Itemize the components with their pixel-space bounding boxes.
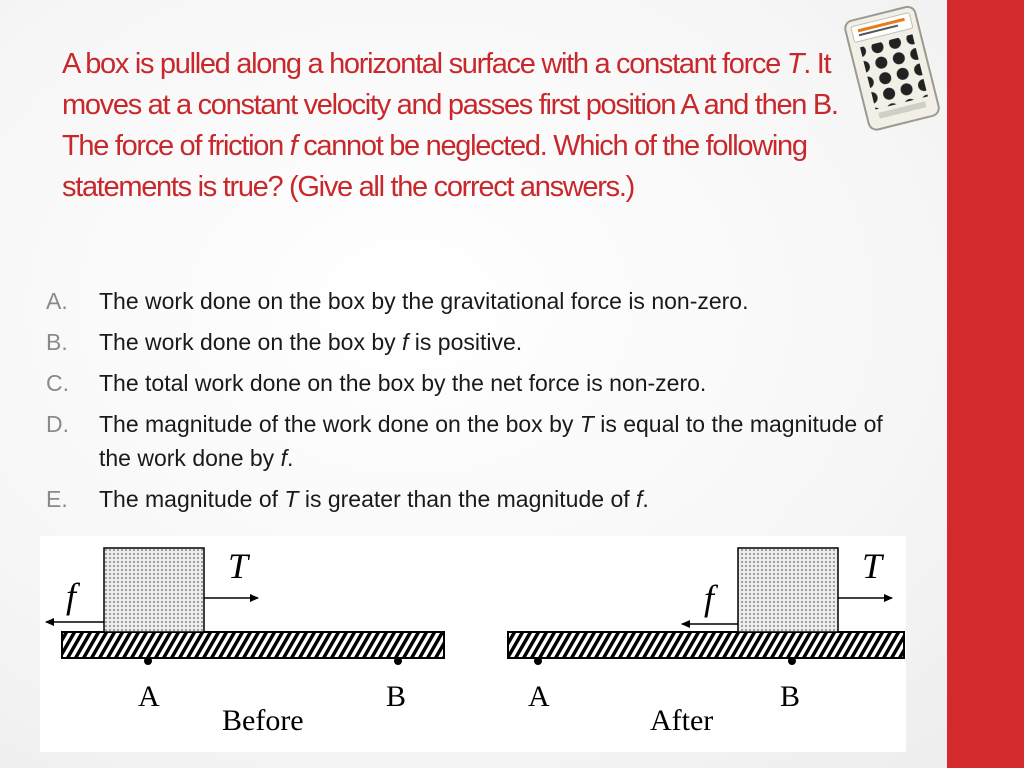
answer-option-b[interactable]: [46, 325, 926, 359]
label-A: A: [138, 680, 160, 713]
label-A: A: [528, 680, 550, 713]
question-segment: A box is pulled along a horizontal surface with a constant force: [62, 48, 787, 80]
label-B: B: [386, 680, 407, 713]
option-text: The work done on the box by: [99, 329, 403, 355]
option-variable: T: [284, 486, 299, 512]
before-after-diagram: [40, 536, 906, 752]
variable-T: T: [786, 48, 804, 80]
ground-surface: [62, 632, 444, 658]
option-letter: B.: [46, 329, 68, 355]
label-f: f: [66, 576, 77, 616]
accent-sidebar-bar: [947, 0, 1024, 768]
answer-option-c[interactable]: [46, 366, 926, 400]
answer-options-list: [46, 284, 926, 523]
option-letter: C.: [46, 370, 69, 396]
caption-before: Before: [222, 704, 304, 737]
question-segment: cannot be neglected. Which of the following statements is true? (Give all the correct answers.): [62, 130, 807, 203]
option-text: is greater than the magnitude of: [298, 486, 637, 512]
label-B: B: [780, 680, 801, 713]
before-panel: [46, 546, 444, 737]
option-text: .: [286, 445, 294, 471]
option-variable: T: [579, 411, 594, 437]
point-a-marker: [144, 657, 152, 665]
point-b-marker: [394, 657, 402, 665]
answer-option-e[interactable]: [46, 482, 926, 516]
box: [738, 548, 838, 632]
label-T: T: [862, 546, 883, 586]
answer-option-a[interactable]: [46, 284, 926, 318]
option-letter: E.: [46, 486, 68, 512]
label-f: f: [704, 578, 715, 618]
question-text: [62, 44, 862, 208]
option-text: The work done on the box by the gravitational force is non-zero.: [99, 288, 749, 314]
option-variable: f: [280, 445, 287, 471]
option-text: The magnitude of: [99, 486, 285, 512]
option-text: is equal to the magnitude of the work done by: [99, 411, 883, 471]
ground-surface: [508, 632, 904, 658]
variable-f: f: [289, 130, 297, 162]
answer-option-d[interactable]: [46, 407, 919, 475]
point-a-marker: [534, 657, 542, 665]
question-segment: . It moves at a constant velocity and passes first position A and then B. The force of friction: [62, 48, 838, 162]
point-b-marker: [788, 657, 796, 665]
option-variable: f: [636, 486, 643, 512]
option-text: The magnitude of the work done on the box by: [99, 411, 580, 437]
after-panel: [508, 546, 904, 737]
option-text: .: [642, 486, 649, 512]
option-text: The total work done on the box by the net force is non-zero.: [99, 370, 707, 396]
label-T: T: [228, 546, 249, 586]
box: [104, 548, 204, 632]
option-letter: A.: [46, 288, 68, 314]
caption-after: After: [650, 704, 714, 737]
option-text: is positive.: [408, 329, 523, 355]
option-letter: D.: [46, 411, 69, 437]
option-variable: f: [402, 329, 409, 355]
